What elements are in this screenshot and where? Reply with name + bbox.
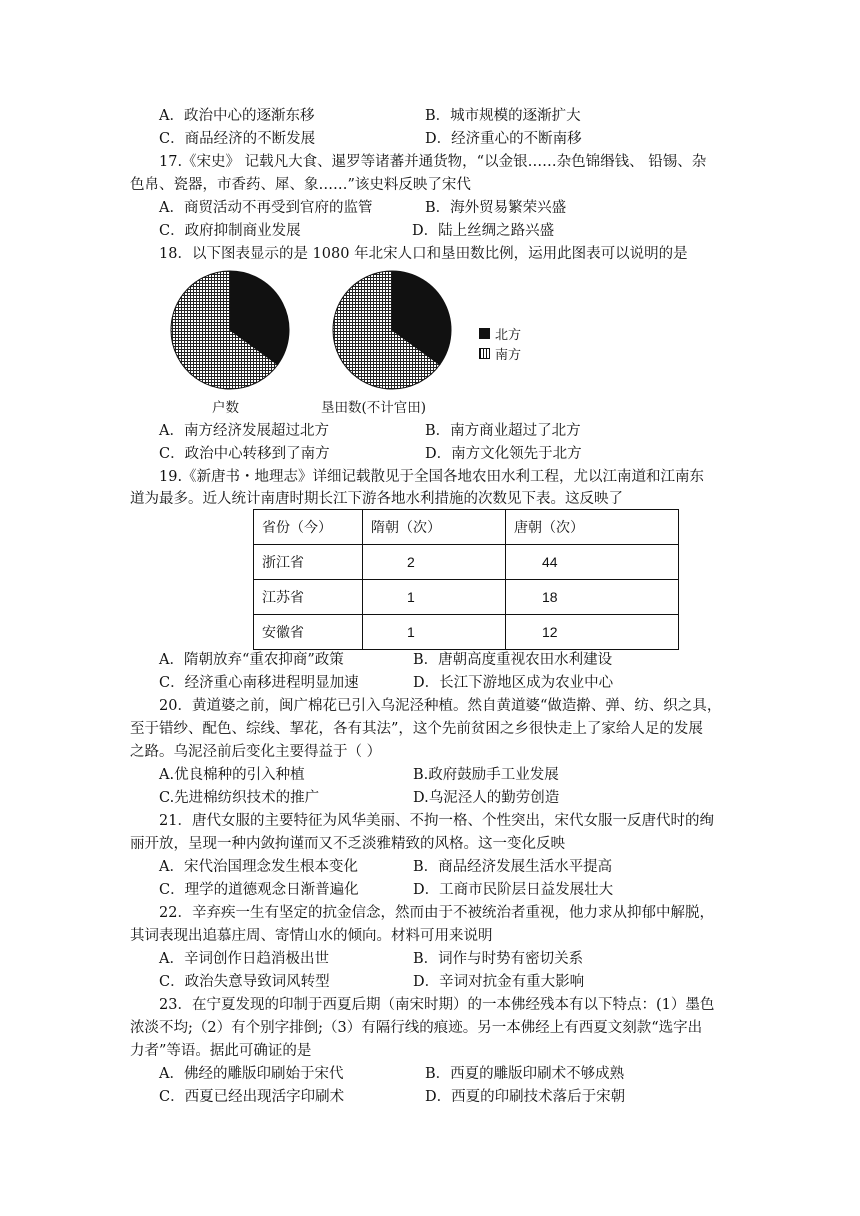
q20-option-c: C.先进棉纺织技术的推广 xyxy=(159,790,320,806)
q17-stem-line-2: 色帛、瓷器，市香药、犀、象……”该史料反映了宋代 xyxy=(130,177,471,193)
table-cell-tang: 18 xyxy=(506,580,679,615)
q23-option-b: B．西夏的雕版印刷术不够成熟 xyxy=(425,1066,625,1082)
q17-option-d: D．陆上丝绸之路兴盛 xyxy=(412,223,555,239)
table-cell-tang: 44 xyxy=(506,545,679,580)
q21-option-a: A．宋代治国理念发生根本变化 xyxy=(159,859,358,875)
legend-south xyxy=(479,344,521,363)
q22-option-a: A．辛词创作日趋消极出世 xyxy=(159,951,329,967)
table-cell-province: 安徽省 xyxy=(254,615,363,650)
q16-option-a: A．政治中心的逐渐东移 xyxy=(159,108,315,124)
q17-option-b: B．海外贸易繁荣兴盛 xyxy=(425,200,567,216)
table-cell-sui: 1 xyxy=(363,580,506,615)
pie-1-caption: 户数 xyxy=(212,400,239,416)
table-cell-sui: 2 xyxy=(363,545,506,580)
q19-stem-line-2: 道为最多。近人统计南唐时期长江下游各地水利措施的次数见下表。这反映了 xyxy=(130,491,623,507)
q18-stem-line-1: 18．以下图表显示的是 1080 年北宋人口和垦田数比例，运用此图表可以说明的是 xyxy=(159,246,688,262)
q19-option-a: A．隋朝放弃“重农抑商”政策 xyxy=(159,652,344,668)
q22-option-c: C．政治失意导致词风转型 xyxy=(159,974,330,990)
irrigation-table xyxy=(253,509,679,650)
q18-option-a: A．南方经济发展超过北方 xyxy=(159,423,329,439)
q21-option-c: C．理学的道德观念日渐普遍化 xyxy=(159,882,359,898)
table-row xyxy=(254,580,679,615)
pie-2-caption: 垦田数(不计官田) xyxy=(321,400,427,416)
legend-north-label: 北方 xyxy=(495,328,522,343)
q23-option-c: C．西夏已经出现活字印刷术 xyxy=(159,1089,345,1105)
table-header-cell: 唐朝（次） xyxy=(506,510,679,545)
q20-stem-line-3: 之路。乌泥泾前后变化主要得益于（ ） xyxy=(130,744,382,760)
q18-option-d: D．南方文化领先于北方 xyxy=(425,446,582,462)
q21-option-b: B．商品经济发展生活水平提高 xyxy=(413,859,613,875)
q19-option-c: C．经济重心南移进程明显加速 xyxy=(159,675,359,691)
table-cell-tang: 12 xyxy=(506,615,679,650)
legend-south-swatch xyxy=(479,348,490,359)
q18-option-b: B．南方商业超过了北方 xyxy=(425,423,581,439)
table-row xyxy=(254,615,679,650)
q23-stem-line-2: 浓淡不均;（2）有个别字排倒;（3）有隔行线的痕迹。另一本佛经上有西夏文刻款“选字出 xyxy=(130,1020,703,1036)
q19-stem-line-1: 19.《新唐书・地理志》详细记载散见于全国各地农田水利工程，尤以江南道和江南东 xyxy=(159,469,705,485)
q22-option-b: B．词作与时势有密切关系 xyxy=(413,951,584,967)
q20-option-d: D.乌泥泾人的勤劳创造 xyxy=(413,790,560,806)
q22-stem-line-1: 22．辛弃疾一生有坚定的抗金信念，然而由于不被统治者重视，他力求从抑郁中解脱， xyxy=(159,905,714,921)
q21-option-d: D．工商市民阶层日益发展壮大 xyxy=(413,882,614,898)
q17-option-c: C．政府抑制商业发展 xyxy=(159,223,301,239)
table-header-row xyxy=(254,510,679,545)
q21-stem-line-1: 21．唐代女服的主要特征为风华美丽、不拘一格、个性突出，宋代女服一反唐代时的绚 xyxy=(159,813,714,829)
q23-stem-line-3: 力者”等语。据此可确证的是 xyxy=(130,1043,312,1059)
q19-option-d: D．长江下游地区成为农业中心 xyxy=(413,675,614,691)
table-cell-province: 江苏省 xyxy=(254,580,363,615)
q23-option-a: A．佛经的雕版印刷始于宋代 xyxy=(159,1066,344,1082)
q16-option-c: C．商品经济的不断发展 xyxy=(159,131,316,147)
pie-chart-figure xyxy=(163,268,603,418)
q16-option-b: B．城市规模的逐渐扩大 xyxy=(425,108,581,124)
q17-option-a: A．商贸活动不再受到官府的监管 xyxy=(159,200,373,216)
table-header-cell: 省份（今） xyxy=(254,510,363,545)
q19-option-b: B．唐朝高度重视农田水利建设 xyxy=(413,652,613,668)
q18-option-c: C．政治中心转移到了南方 xyxy=(159,446,330,462)
q22-stem-line-2: 其词表现出追慕庄周、寄情山水的倾向。材料可用来说明 xyxy=(130,928,493,944)
q17-stem-line-1: 17.《宋史》 记载凡大食、暹罗等诸蕃并通货物，“以金银……杂色锦缗钱、 铅锡、杂 xyxy=(159,154,707,170)
table-cell-sui: 1 xyxy=(363,615,506,650)
q23-option-d: D．西夏的印刷技术落后于宋朝 xyxy=(425,1089,626,1105)
q22-option-d: D．辛词对抗金有重大影响 xyxy=(413,974,585,990)
q20-stem-line-2: 至于错纱、配色、综线、挈花，各有其法”，这个先前贫困之乡很快走上了家给人足的发展 xyxy=(130,721,703,737)
q20-stem-line-1: 20．黄道婆之前，闽广棉花已引入乌泥泾种植。然自黄道婆“做造擀、弹、纺、织之具， xyxy=(159,698,722,714)
legend-south-label: 南方 xyxy=(495,348,522,363)
table-header-cell: 隋朝（次） xyxy=(363,510,506,545)
legend-north xyxy=(479,324,521,343)
q21-stem-line-2: 丽开放，呈现一种内敛拘谨而又不乏淡雅精致的风格。这一变化反映 xyxy=(130,836,565,852)
q16-option-d: D．经济重心的不断南移 xyxy=(425,131,582,147)
q20-option-b: B.政府鼓励手工业发展 xyxy=(413,767,559,783)
table-cell-province: 浙江省 xyxy=(254,545,363,580)
q20-option-a: A.优良棉种的引入种植 xyxy=(159,767,305,783)
q23-stem-line-1: 23．在宁夏发现的印制于西夏后期（南宋时期）的一本佛经残本有以下特点：(1）墨色 xyxy=(159,997,715,1013)
legend-north-swatch xyxy=(479,328,490,339)
table-row xyxy=(254,545,679,580)
